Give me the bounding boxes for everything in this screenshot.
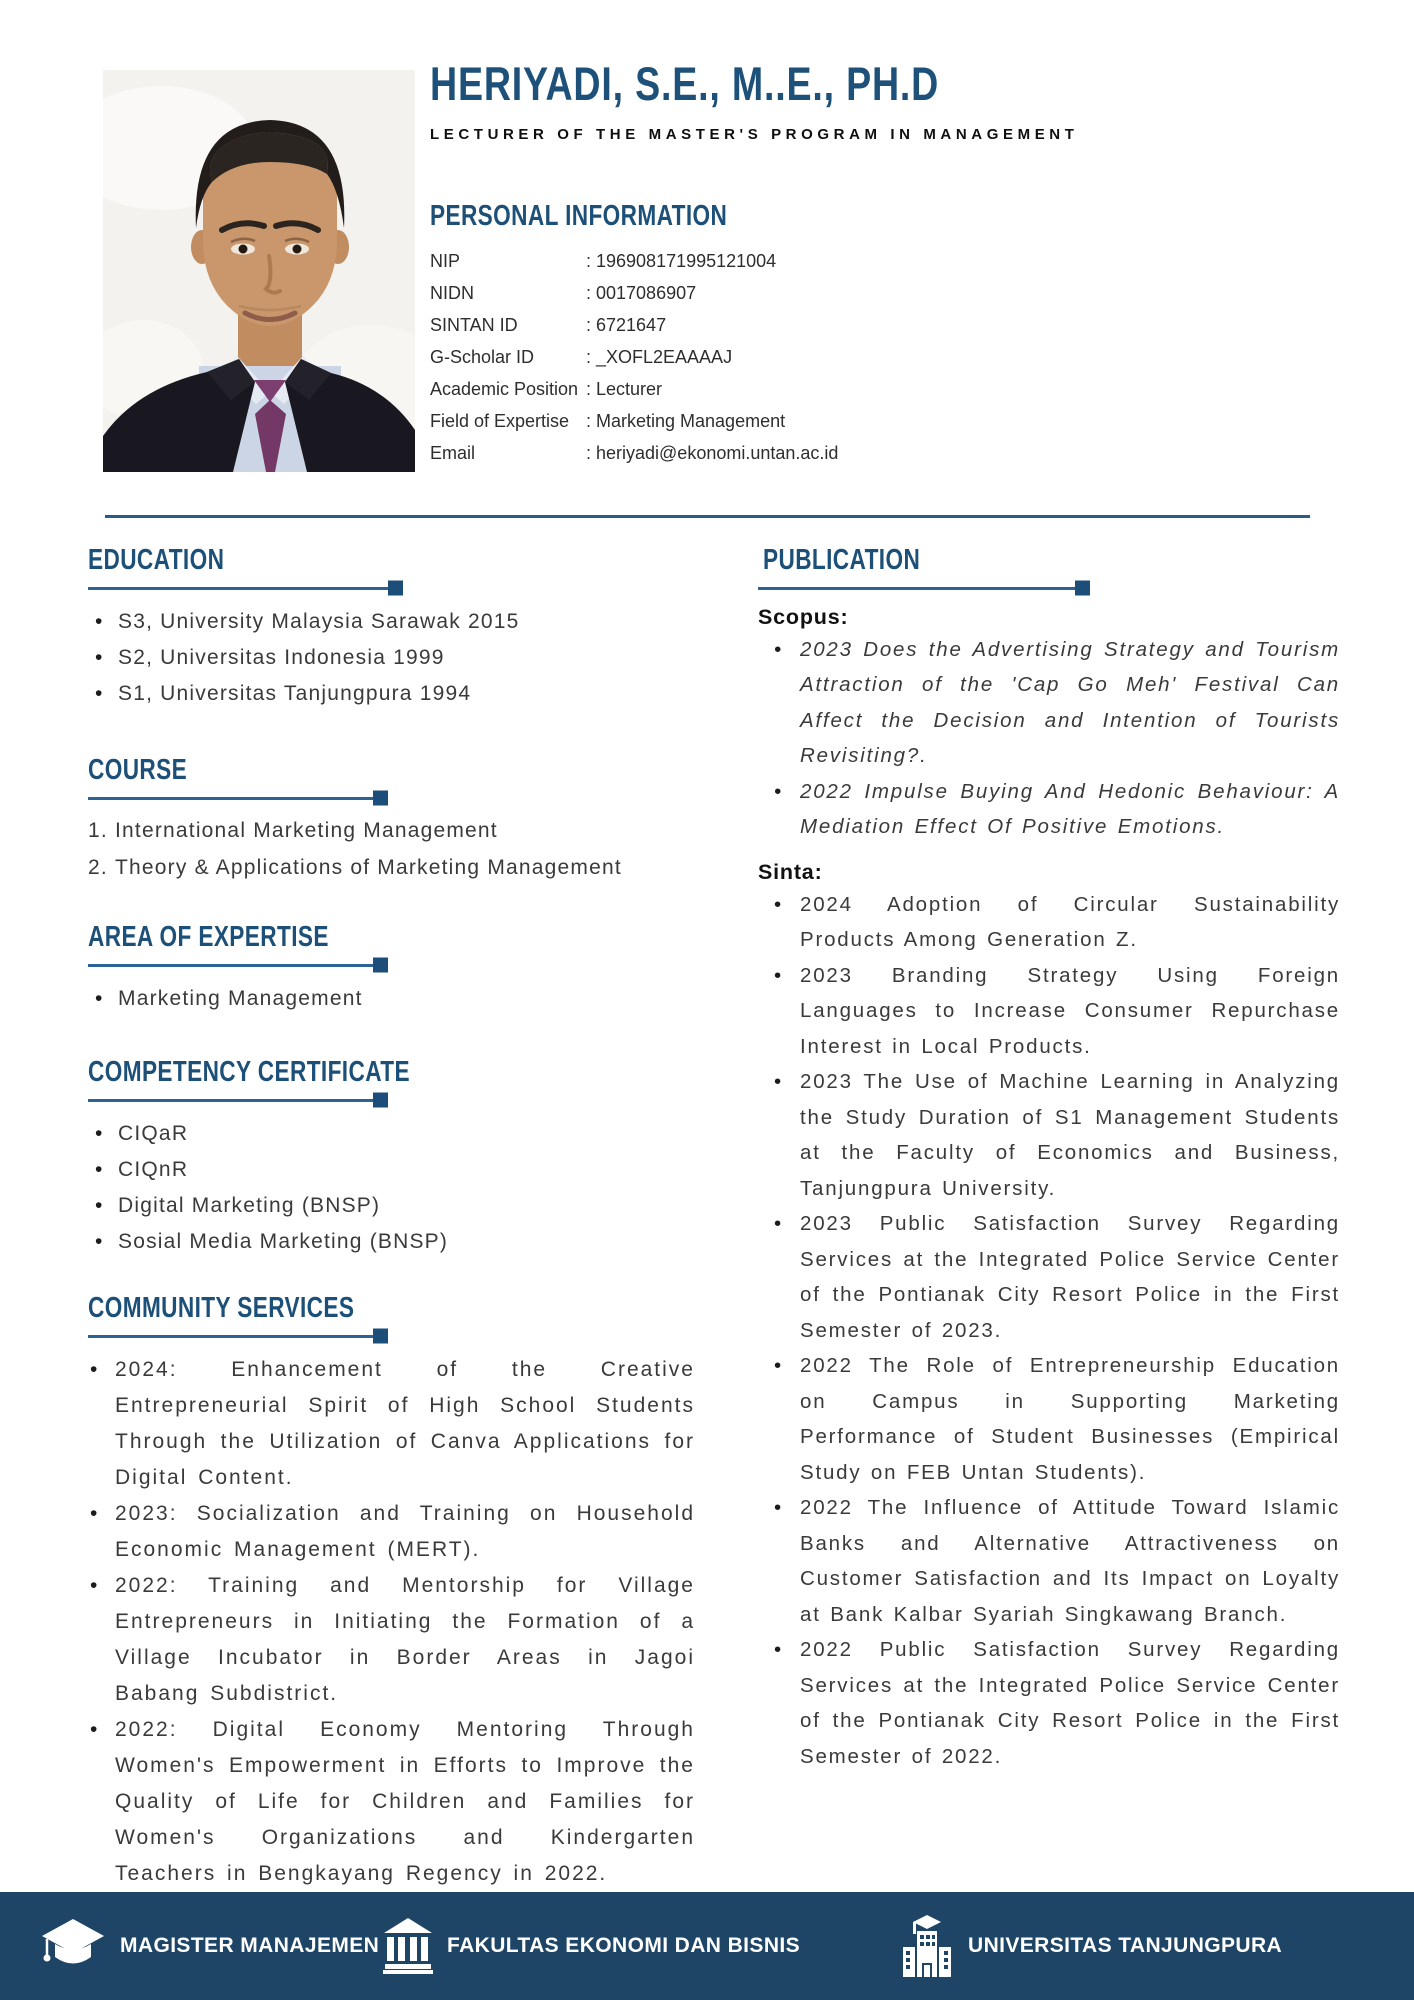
community-title: COMMUNITY SERVICES — [88, 1292, 355, 1324]
list-item: • 2022 The Influence of Attitude Toward Islamic Banks and Alternative Attractiveness on Customer Satisfaction and Its Impact on Loyalty at Bank Kalbar Syariah Singkawang Branch. — [758, 1490, 1340, 1632]
info-value: : Marketing Management — [586, 411, 786, 431]
course-list — [88, 812, 695, 886]
scopus-list — [758, 632, 1340, 845]
list-item: 1. International Marketing Management — [115, 812, 695, 849]
sinta-list — [758, 887, 1340, 1775]
info-label: SINTAN ID — [430, 315, 518, 335]
publication-title: PUBLICATION — [763, 544, 921, 576]
list-item: • 2022: Digital Economy Mentoring Through Women's Empowerment in Efforts to Improve the Quality of Life for Children and Families for Women's Organizations and Kindergarten Teachers in Bengkayang Regency in 2022. — [88, 1712, 695, 1892]
community-list — [88, 1352, 695, 1892]
info-row — [430, 437, 1110, 469]
list-item: • 2022: Training and Mentorship for Village Entrepreneurs in Initiating the Formation of a Village Incubator in Border Areas in Jagoi Babang Subdistrict. — [88, 1568, 695, 1712]
info-value: : _XOFL2EAAAAJ — [586, 347, 733, 367]
list-item: • 2023 Public Satisfaction Survey Regarding Services at the Integrated Police Service Center of the Pontianak City Resort Police in the First Semester of 2023. — [758, 1206, 1340, 1348]
info-row — [430, 245, 1110, 277]
footer-label: UNIVERSITAS TANJUNGPURA — [968, 1934, 1283, 1957]
list-item: • S3, University Malaysia Sarawak 2015 — [88, 604, 695, 640]
section-publication — [758, 545, 1340, 1774]
personal-information-section — [430, 200, 1110, 469]
list-item: • 2022 Impulse Buying And Hedonic Behaviour: A Mediation Effect Of Positive Emotions. — [758, 774, 1340, 845]
footer-label: MAGISTER MANAJEMEN — [120, 1934, 380, 1957]
personal-information-rows — [430, 245, 1110, 469]
education-list — [88, 604, 695, 712]
sinta-label: Sinta: — [758, 859, 823, 884]
section-rule — [758, 587, 1090, 590]
section-rule — [88, 1099, 388, 1102]
section-rule — [88, 964, 388, 967]
list-item: • 2024: Enhancement of the Creative Entrepreneurial Spirit of High School Students Through the Utilization of Canva Applications for Digital Content. — [88, 1352, 695, 1496]
job-subtitle: LECTURER OF THE MASTER'S PROGRAM IN MANAGEMENT — [430, 125, 1079, 143]
list-item: • 2023 Does the Advertising Strategy and Tourism Attraction of the 'Cap Go Meh' Festival Can Affect the Decision and Intention of Tourists Revisiting?. — [758, 632, 1340, 774]
section-community-services — [88, 1293, 695, 1892]
footer-bar — [0, 1892, 1414, 2000]
list-item: • 2023: Socialization and Training on Household Economic Management (MERT). — [88, 1496, 695, 1568]
section-competency-certificate — [88, 1057, 695, 1260]
header — [430, 58, 1370, 143]
info-label: Field of Expertise — [430, 411, 570, 431]
footer-logo-magister-manajemen — [40, 1892, 379, 2000]
expertise-list — [88, 981, 695, 1017]
info-row — [430, 373, 1110, 405]
list-item: • 2023 Branding Strategy Using Foreign Languages to Increase Consumer Repurchase Interest in Local Products. — [758, 958, 1340, 1065]
list-item: 2. Theory & Applications of Marketing Management — [115, 849, 695, 886]
info-value: : 6721647 — [586, 315, 667, 335]
list-item: • CIQaR — [88, 1116, 695, 1152]
info-value: : 196908171995121004 — [586, 251, 777, 271]
info-row — [430, 309, 1110, 341]
course-title: COURSE — [88, 754, 188, 786]
info-row — [430, 341, 1110, 373]
section-area-of-expertise — [88, 922, 695, 1017]
portrait-illustration — [103, 70, 415, 472]
scopus-label: Scopus: — [758, 604, 849, 629]
expertise-title: AREA OF EXPERTISE — [88, 921, 329, 953]
horizontal-divider — [105, 515, 1310, 518]
info-label: Academic Position — [430, 379, 579, 399]
footer-label: FAKULTAS EKONOMI DAN BISNIS — [447, 1934, 801, 1957]
page-title: HERIYADI, S.E., M..E., PH.D — [430, 57, 940, 110]
info-label: NIDN — [430, 283, 474, 303]
list-item: • S1, Universitas Tanjungpura 1994 — [88, 676, 695, 712]
competency-list — [88, 1116, 695, 1260]
list-item: • 2022 The Role of Entrepreneurship Education on Campus in Supporting Marketing Performance of Student Businesses (Empirical Study on FEB Untan Students). — [758, 1348, 1340, 1490]
info-row — [430, 405, 1110, 437]
section-course — [88, 755, 695, 886]
list-item: • S2, Universitas Indonesia 1999 — [88, 640, 695, 676]
section-rule — [88, 587, 403, 590]
info-value: : 0017086907 — [586, 283, 697, 303]
list-item: • 2022 Public Satisfaction Survey Regarding Services at the Integrated Police Service Center of the Pontianak City Resort Police in the First Semester of 2022. — [758, 1632, 1340, 1774]
info-label: Email — [430, 443, 476, 463]
info-label: NIP — [430, 251, 461, 271]
list-item: • 2023 The Use of Machine Learning in Analyzing the Study Duration of S1 Management Students at the Faculty of Economics and Business, Tanjungpura University. — [758, 1064, 1340, 1206]
section-education — [88, 545, 695, 712]
graduation-cap-icon — [40, 1917, 106, 1975]
profile-photo — [103, 70, 415, 472]
info-row — [430, 277, 1110, 309]
info-value: : heriyadi@ekonomi.untan.ac.id — [586, 443, 839, 463]
personal-information-title: PERSONAL INFORMATION — [430, 200, 728, 232]
competency-title: COMPETENCY CERTIFICATE — [88, 1056, 410, 1088]
info-label: G-Scholar ID — [430, 347, 535, 367]
section-rule — [88, 797, 388, 800]
list-item: • Sosial Media Marketing (BNSP) — [88, 1224, 695, 1260]
footer-logo-universitas-tanjungpura — [900, 1892, 1282, 2000]
education-title: EDUCATION — [88, 544, 225, 576]
list-item: • CIQnR — [88, 1152, 695, 1188]
section-rule — [88, 1335, 388, 1338]
list-item: • Digital Marketing (BNSP) — [88, 1188, 695, 1224]
list-item: • 2024 Adoption of Circular Sustainability Products Among Generation Z. — [758, 887, 1340, 958]
footer-logo-fakultas-ekonomi — [383, 1892, 800, 2000]
info-value: : Lecturer — [586, 379, 663, 399]
university-building-icon — [900, 1915, 954, 1977]
list-item: • Marketing Management — [88, 981, 695, 1017]
bank-icon — [383, 1918, 433, 1974]
